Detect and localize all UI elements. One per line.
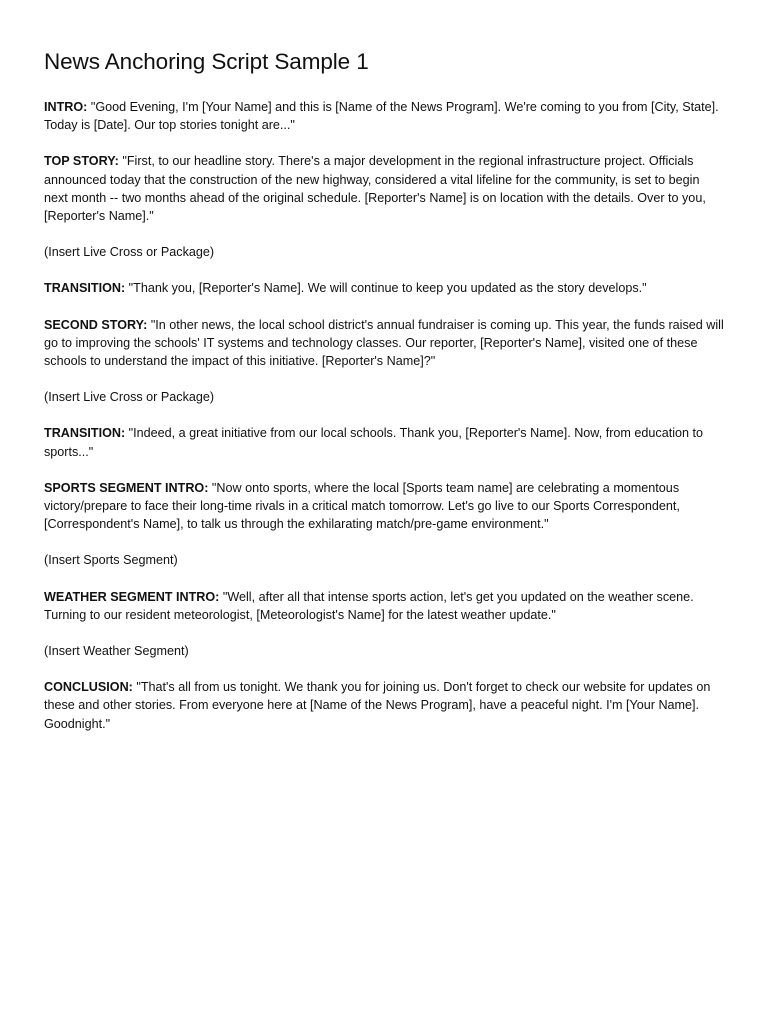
paragraph-label: INTRO:	[44, 100, 88, 114]
paragraph-weather-intro	[44, 588, 724, 624]
paragraph-conclusion	[44, 678, 724, 733]
paragraph-text: "Thank you, [Reporter's Name]. We will continue to keep you updated as the story develops."	[125, 281, 647, 296]
paragraph-label: SPORTS SEGMENT INTRO:	[44, 480, 209, 495]
paragraph-label: SECOND STORY:	[44, 317, 148, 332]
paragraph-text: (Insert Sports Segment)	[44, 553, 178, 568]
paragraph-text: "Indeed, a great initiative from our local schools. Thank you, [Reporter's Name]. Now, from education to sports..."	[44, 426, 703, 459]
paragraph-insert-live-cross	[44, 243, 724, 261]
paragraph-insert-sports	[44, 551, 724, 569]
paragraph-sports-intro	[44, 479, 724, 534]
paragraph-second-story	[44, 316, 724, 371]
paragraph-label: CONCLUSION:	[44, 680, 133, 695]
paragraph-top-story	[44, 152, 724, 225]
paragraph-transition	[44, 279, 724, 297]
paragraph-text: "Well, after all that intense sports action, let's get you updated on the weather scene. Turning to our resident meteorologist, [Meteorologist's Name] for the latest weather update."	[44, 589, 694, 622]
paragraph-text: "First, to our headline story. There's a major development in the regional infrastructure project. Officials announced today that the construction of the new highway, considered a vital lifeline for the community, is set to begin next month -- two months ahead of the original schedule. [Reporter's Name] is on location with the details. Over to you, [Reporter's Name]."	[44, 154, 706, 224]
paragraph-intro	[44, 98, 724, 134]
paragraph-text: "Now onto sports, where the local [Sports team name] are celebrating a momentous victory/prepare to face their long-time rivals in a critical match tomorrow. Let's go live to our Sports Correspondent, [Correspondent's Name], to talk us through the exhilarating match/pre-game environment."	[44, 480, 680, 532]
paragraph-text: (Insert Live Cross or Package)	[44, 245, 215, 260]
paragraph-text: "In other news, the local school district's annual fundraiser is coming up. This year, the funds raised will go to improving the schools' IT systems and technology classes. Our reporter, [Reporter's Name], visited one of these schools to understand the impact of this initiative. [Reporter's Name]?"	[44, 317, 724, 369]
paragraph-insert-weather	[44, 642, 724, 660]
paragraph-text: (Insert Weather Segment)	[44, 644, 189, 659]
paragraph-label: TRANSITION:	[44, 426, 126, 441]
paragraph-label: WEATHER SEGMENT INTRO:	[44, 589, 220, 604]
paragraph-label: TRANSITION:	[44, 281, 126, 296]
paragraph-text: "That's all from us tonight. We thank you for joining us. Don't forget to check our website for updates on these and other stories. From everyone here at [Name of the News Program], have a peaceful night. I'm [Your Name]. Goodnight."	[44, 680, 711, 731]
paragraph-text: "Good Evening, I'm [Your Name] and this is [Name of the News Program]. We're coming to you from [City, State]. Today is [Date]. Our top stories tonight are..."	[44, 100, 719, 133]
document-title: News Anchoring Script Sample 1	[44, 49, 369, 74]
paragraph-label: TOP STORY:	[44, 154, 119, 169]
paragraph-transition	[44, 424, 724, 460]
paragraph-text: (Insert Live Cross or Package)	[44, 390, 215, 405]
paragraph-insert-live-cross	[44, 388, 724, 406]
